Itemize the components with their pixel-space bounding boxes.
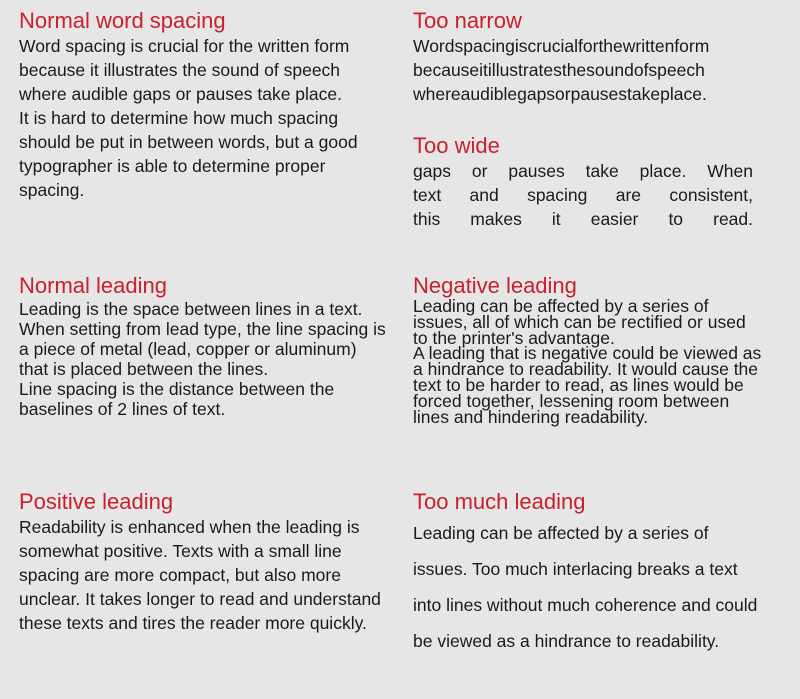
too-much-leading-heading: Too much leading	[413, 489, 586, 514]
too-wide-heading: Too wide	[413, 133, 500, 158]
normal-leading-paragraph: Line spacing is the distance between the baselines of 2 lines of text.	[19, 379, 335, 419]
normal-leading-body	[19, 299, 389, 419]
too-much-leading-body	[413, 515, 763, 659]
too-wide-line: this makes it easier to read.	[413, 209, 753, 229]
too-much-leading-paragraph: Leading can be affected by a series of issues. Too much interlacing breaks a text into lines without much coherence and could be viewed as a hindrance to readability.	[413, 523, 758, 651]
normal-leading-heading: Normal leading	[19, 273, 167, 298]
positive-leading-body	[19, 515, 389, 635]
negative-leading-heading: Negative leading	[413, 273, 577, 298]
too-narrow-line: becauseitillustratesthesoundofspeech	[413, 60, 705, 80]
positive-leading-heading: Positive leading	[19, 489, 174, 514]
negative-leading-paragraph: A leading that is negative could be viewed as a hindrance to readability. It would cause the text to be harder to read, as lines would be forced together, lessening room between lines and hindering readability.	[413, 343, 762, 427]
negative-leading-paragraph: Leading can be affected by a series of issues, all of which can be rectified or used to the printer's advantage.	[413, 296, 746, 348]
normal-leading-paragraph: Leading is the space between lines in a text. When setting from lead type, the line spacing is a piece of metal (lead, copper or aluminum) that is placed between the lines.	[19, 299, 386, 379]
too-much-leading-section	[413, 489, 763, 659]
normal-word-spacing-paragraph: Word spacing is crucial for the written form because it illustrates the sound of speech where audible gaps or pauses take place.	[19, 36, 350, 104]
too-wide-section	[413, 133, 763, 231]
too-narrow-line: Wordspacingiscrucialforthewrittenform	[413, 36, 710, 56]
normal-word-spacing-body	[19, 34, 389, 202]
too-narrow-section	[413, 8, 763, 106]
too-narrow-body	[413, 34, 763, 106]
negative-leading-section	[413, 273, 763, 425]
too-wide-line: text and spacing are consistent,	[413, 185, 753, 205]
normal-word-spacing-paragraph: It is hard to determine how much spacing should be put in between words, but a good typographer is able to determine proper spacing.	[19, 108, 358, 200]
positive-leading-section	[19, 489, 389, 635]
too-wide-line: gaps or pauses take place. When	[413, 161, 753, 181]
too-narrow-line: whereaudiblegapsorpausestakeplace.	[413, 84, 707, 104]
normal-word-spacing-section	[19, 8, 389, 202]
normal-word-spacing-heading: Normal word spacing	[19, 8, 226, 33]
positive-leading-paragraph: Readability is enhanced when the leading is somewhat positive. Texts with a small line spacing are more compact, but also more unclear. It takes longer to read and understand these texts and tires the reader more quickly.	[19, 517, 381, 633]
normal-leading-section	[19, 273, 389, 419]
too-narrow-heading: Too narrow	[413, 8, 522, 33]
too-wide-body	[413, 159, 753, 231]
negative-leading-body	[413, 296, 763, 427]
